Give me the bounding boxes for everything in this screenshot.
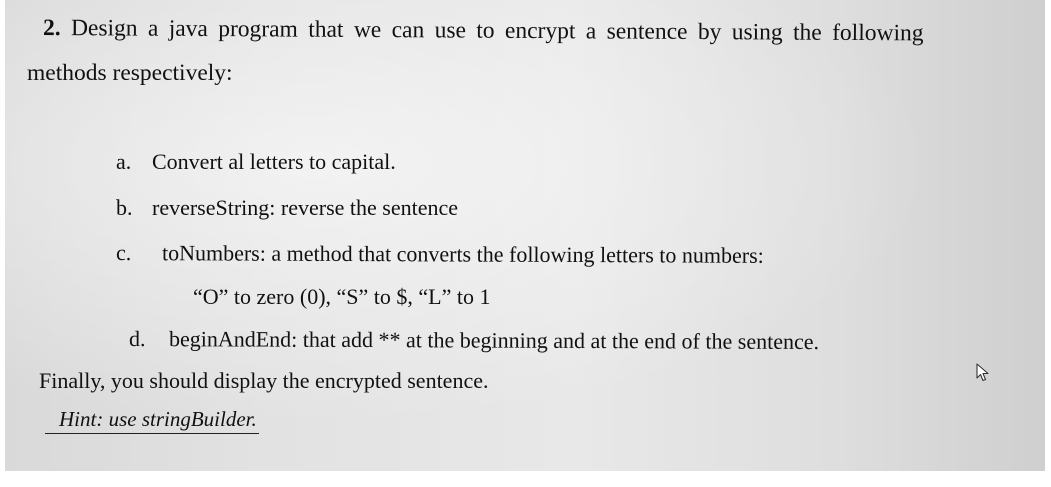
list-marker: a.: [116, 149, 132, 174]
final-instruction: Finally, you should display the encrypted sentence.: [39, 368, 489, 393]
document-photo: [5, 0, 1045, 471]
list-item-c-detail: “O” to zero (0), “S” to $, “L” to 1: [193, 284, 491, 309]
list-marker: c.: [115, 240, 132, 266]
question-title: [43, 15, 924, 46]
list-item-a: [116, 149, 396, 175]
list-item-text: Convert al letters to capital.: [152, 149, 396, 174]
list-item-text: beginAndEnd: that add ** at the beginning and at the end of the sentence.: [168, 326, 820, 355]
mouse-pointer-icon: [975, 363, 991, 383]
list-item-d: [129, 326, 819, 355]
list-marker: b.: [116, 195, 133, 220]
question-number: 2.: [42, 15, 61, 42]
list-item-text: toNumbers: a method that converts the following letters to numbers:: [161, 240, 764, 268]
list-item-b: [116, 195, 458, 221]
hint-text: Hint: use stringBuilder.: [45, 406, 259, 434]
list-marker: d.: [128, 326, 146, 352]
question-title-continuation: methods respectively:: [27, 60, 233, 86]
list-item-text: reverseString: reverse the sentence: [152, 195, 459, 220]
question-title-text: Design a java program that we can use to encrypt a sentence by using the following: [70, 15, 924, 47]
list-item-c: [116, 240, 764, 269]
